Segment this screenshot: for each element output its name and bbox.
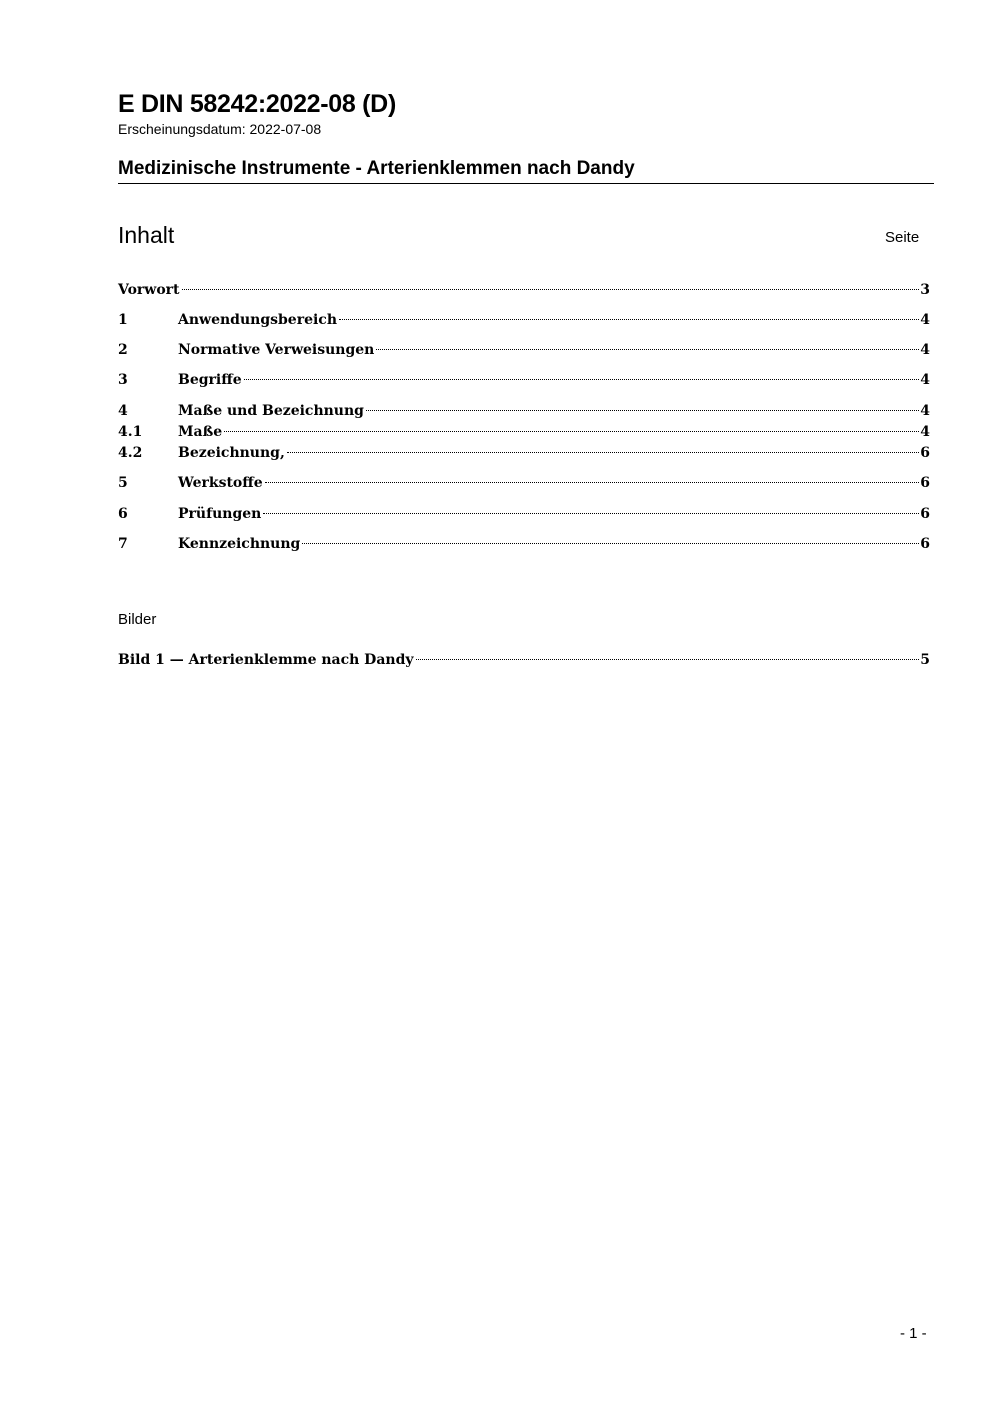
toc-entry-page: 6 — [920, 475, 930, 491]
toc-entry-number: 5 — [118, 475, 128, 491]
toc-entry-label: Prüfungen — [178, 506, 262, 522]
dot-leader — [302, 543, 919, 544]
document-title: E DIN 58242:2022-08 (D) — [118, 90, 396, 118]
toc-entry[interactable] — [118, 340, 930, 360]
toc-entry-label: Maße und Bezeichnung — [178, 403, 364, 419]
dot-leader — [182, 289, 920, 290]
toc-entry-label: Maße — [178, 424, 223, 440]
toc-entry-page: 3 — [920, 282, 930, 298]
toc-entry-number: 3 — [118, 372, 128, 388]
page-number: - 1 - — [900, 1325, 927, 1342]
publication-date: Erscheinungsdatum: 2022-07-08 — [118, 121, 322, 137]
toc-entry[interactable] — [118, 473, 930, 493]
toc-entry-page: 6 — [920, 445, 930, 461]
toc-entry-label: Werkstoffe — [178, 475, 263, 491]
dot-leader — [366, 410, 919, 411]
figures-heading: Bilder — [118, 611, 157, 628]
toc-heading: Inhalt — [118, 222, 175, 248]
dot-leader — [339, 319, 919, 320]
dot-leader — [287, 452, 919, 453]
dot-leader — [376, 349, 919, 350]
toc-entry-page: 4 — [920, 342, 930, 358]
toc-entry-number: 2 — [118, 342, 128, 358]
document-subtitle: Medizinische Instrumente - Arterienklemmen nach Dandy — [118, 158, 635, 179]
toc-entry-label: Normative Verweisungen — [178, 342, 375, 358]
toc-entry[interactable] — [118, 310, 930, 330]
toc-entry-number: 4 — [118, 403, 128, 419]
toc-entry[interactable] — [118, 443, 930, 463]
toc-entry[interactable] — [118, 534, 930, 554]
toc-entry-page: 4 — [920, 372, 930, 388]
toc-entry[interactable] — [118, 370, 930, 390]
toc-entry-label: Begriffe — [178, 372, 242, 388]
toc-entry-page: 6 — [920, 536, 930, 552]
figure-entry-page: 5 — [920, 652, 930, 668]
toc-entry-label: Anwendungsbereich — [178, 312, 337, 328]
toc-entry-page: 4 — [920, 403, 930, 419]
figure-entry-label: Bild 1 — Arterienklemme nach Dandy — [118, 652, 414, 668]
dot-leader — [263, 513, 919, 514]
toc-entry-number: 1 — [118, 312, 128, 328]
toc-entry-label: Bezeichnung, — [178, 445, 285, 461]
toc-entry-label: Vorwort — [118, 282, 180, 298]
toc-entry[interactable] — [118, 504, 930, 524]
dot-leader — [416, 659, 920, 660]
toc-entry-page: 6 — [920, 506, 930, 522]
toc-entry-number: 4.2 — [118, 445, 143, 461]
dot-leader — [224, 431, 919, 432]
toc-page-column-label: Seite — [885, 229, 920, 246]
toc-entry-label: Kennzeichnung — [178, 536, 301, 552]
toc-entry[interactable] — [118, 422, 930, 442]
toc-entry[interactable] — [118, 401, 930, 421]
toc-entry-page: 4 — [920, 312, 930, 328]
title-divider — [118, 183, 934, 184]
toc-entry-number: 6 — [118, 506, 128, 522]
toc-entry-number: 7 — [118, 536, 128, 552]
figure-entry[interactable] — [118, 650, 930, 670]
toc-entry-number: 4.1 — [118, 424, 143, 440]
toc-entry-page: 4 — [920, 424, 930, 440]
dot-leader — [244, 379, 920, 380]
dot-leader — [265, 482, 920, 483]
toc-entry[interactable] — [118, 280, 930, 300]
